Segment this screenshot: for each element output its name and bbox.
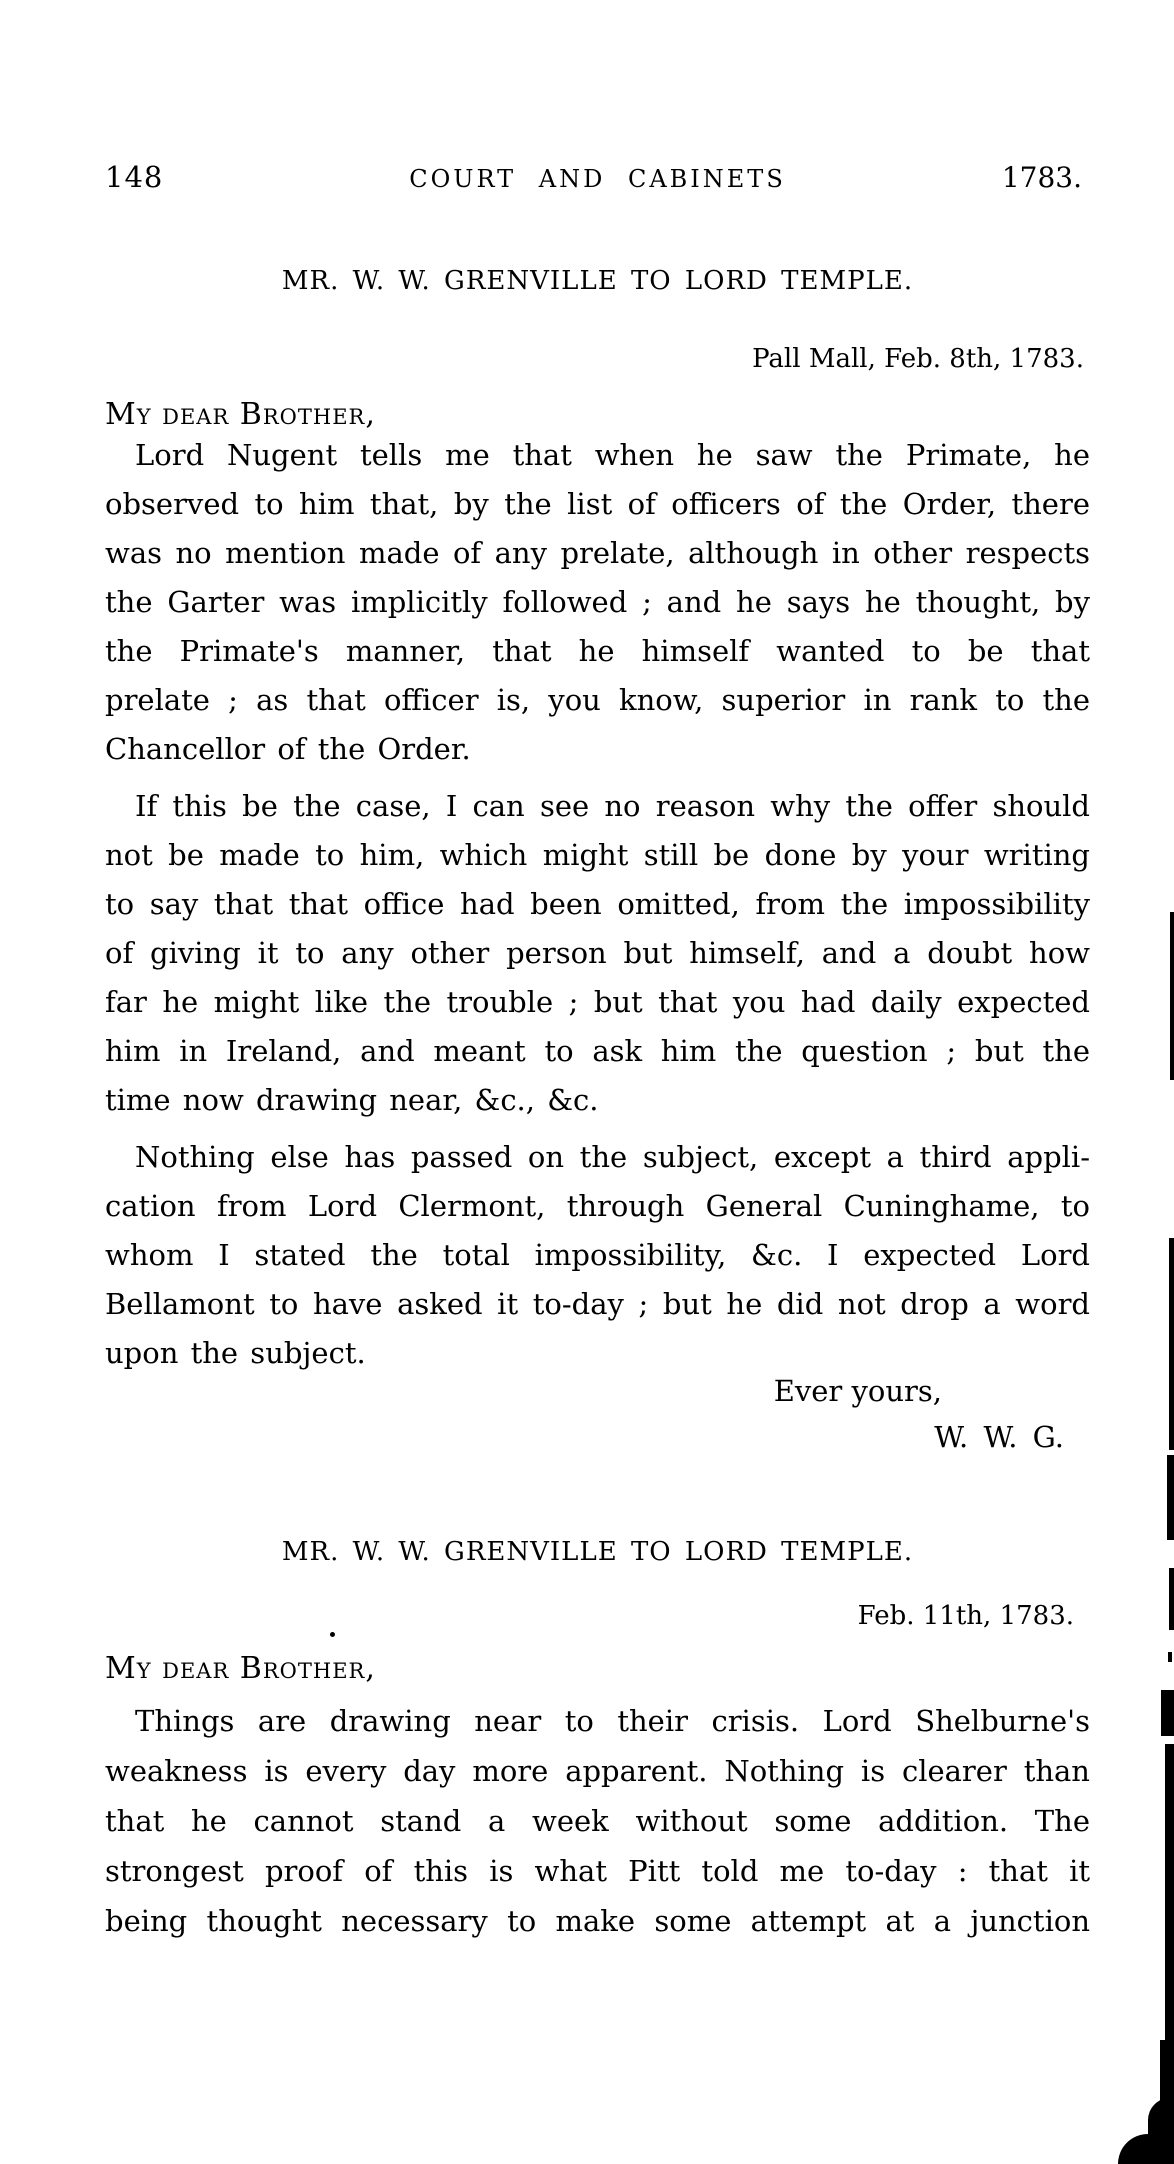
scan-artifact — [1161, 1690, 1174, 1736]
text-line: Nothing else has passed on the subject, except a third appli- — [135, 1140, 1090, 1174]
text-line: Lord Nugent tells me that when he saw the Primate, he — [135, 438, 1090, 472]
paragraph — [105, 1133, 1090, 1378]
letter-1-signature: W. W. G. — [934, 1420, 1064, 1454]
text-line: being thought necessary to make some attempt at a junction — [105, 1904, 1090, 1938]
scan-artifact — [1165, 1744, 1174, 2044]
scan-artifact — [1169, 1238, 1174, 1450]
scan-artifact — [1169, 1568, 1174, 1630]
letter-1-closing: Ever yours, — [773, 1374, 942, 1408]
page-header — [105, 160, 1090, 202]
letter-1-body — [105, 431, 1090, 1378]
text-line: that he cannot stand a week without some addition. The — [105, 1804, 1090, 1838]
scan-artifact — [1170, 912, 1174, 1080]
page-number: 148 — [105, 160, 164, 194]
letter-1-heading: MR. W. W. GRENVILLE TO LORD TEMPLE. — [281, 266, 914, 296]
paragraph — [105, 1696, 1090, 1946]
text-line: upon the subject. — [105, 1336, 366, 1370]
letter-2-salutation: My dear Brother, — [105, 1651, 376, 1686]
scan-artifact — [330, 1632, 335, 1637]
scan-artifact — [1118, 2134, 1174, 2164]
text-line: weakness is every day more apparent. Nothing is clearer than — [105, 1754, 1090, 1788]
text-line: prelate ; as that officer is, you know, superior in rank to the — [105, 683, 1090, 717]
text-line: Bellamont to have asked it to-day ; but he did not drop a word — [105, 1287, 1090, 1321]
text-line: of giving it to any other person but himself, and a doubt how — [105, 936, 1090, 970]
scan-artifact — [1168, 1652, 1172, 1662]
running-title: COURT AND CABINETS — [409, 165, 786, 193]
text-line: strongest proof of this is what Pitt told me to-day : that it — [105, 1854, 1090, 1888]
text-line: whom I stated the total impossibility, &c. I expected Lord — [105, 1238, 1090, 1272]
letter-2-body — [105, 1696, 1090, 1946]
page-year: 1783. — [1001, 161, 1082, 194]
text-line: the Garter was implicitly followed ; and he says he thought, by — [105, 585, 1090, 619]
text-line: was no mention made of any prelate, although in other respects — [105, 536, 1090, 570]
letter-2-dateline: Feb. 11th, 1783. — [857, 1601, 1074, 1631]
text-line: Chancellor of the Order. — [105, 732, 471, 766]
letter-1-dateline: Pall Mall, Feb. 8th, 1783. — [752, 344, 1084, 374]
text-line: not be made to him, which might still be done by your writing — [105, 838, 1090, 872]
letter-2-heading: MR. W. W. GRENVILLE TO LORD TEMPLE. — [281, 1537, 914, 1567]
text-line: Things are drawing near to their crisis. Lord Shelburne's — [135, 1704, 1090, 1738]
paragraph — [105, 782, 1090, 1125]
text-line: the Primate's manner, that he himself wanted to be that — [105, 634, 1090, 668]
scan-artifact — [1167, 1455, 1174, 1540]
paragraph — [105, 431, 1090, 774]
letter-1-salutation: My dear Brother, — [105, 397, 376, 432]
text-line: him in Ireland, and meant to ask him the question ; but the — [105, 1034, 1090, 1068]
text-line: time now drawing near, &c., &c. — [105, 1083, 599, 1117]
text-line: cation from Lord Clermont, through General Cuninghame, to — [105, 1189, 1090, 1223]
text-line: If this be the case, I can see no reason why the offer should — [135, 789, 1090, 823]
text-line: to say that that office had been omitted, from the impossibility — [105, 887, 1090, 921]
text-line: observed to him that, by the list of officers of the Order, there — [105, 487, 1090, 521]
text-line: far he might like the trouble ; but that you had daily expected — [105, 985, 1090, 1019]
